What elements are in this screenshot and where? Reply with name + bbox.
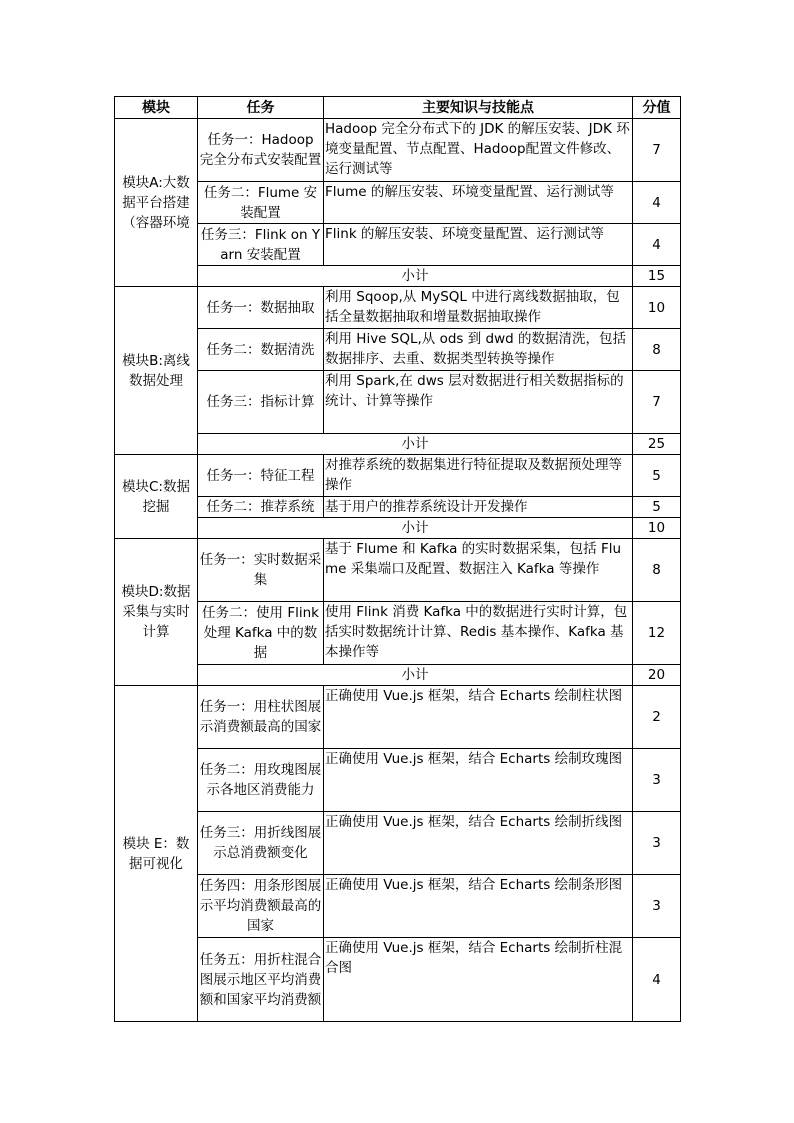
table-row <box>115 224 681 266</box>
task-name: 任务一：用柱状图展示消费额最高的国家 <box>198 686 324 749</box>
task-name: 任务四：用条形图展示平均消费额最高的国家 <box>198 875 324 938</box>
table-row <box>115 938 681 1022</box>
subtotal-row <box>115 434 681 455</box>
module-name: 模块 E：数据可视化 <box>115 686 198 1022</box>
task-score: 2 <box>633 686 681 749</box>
module-name: 模块B:离线数据处理 <box>115 287 198 455</box>
task-knowledge: Flink 的解压安装、环境变量配置、运行测试等 <box>324 224 633 266</box>
task-name: 任务一：数据抽取 <box>198 287 324 329</box>
subtotal-row <box>115 518 681 539</box>
subtotal-value: 15 <box>633 266 681 287</box>
task-name: 任务二：数据清洗 <box>198 329 324 371</box>
task-score: 3 <box>633 749 681 812</box>
scoring-table <box>114 96 681 1022</box>
task-score: 10 <box>633 287 681 329</box>
table-row <box>115 455 681 497</box>
task-score: 5 <box>633 455 681 497</box>
module-name: 模块C:数据挖掘 <box>115 455 198 539</box>
task-name: 任务一：特征工程 <box>198 455 324 497</box>
task-knowledge: 正确使用 Vue.js 框架，结合 Echarts 绘制折线图 <box>324 812 633 875</box>
table-row <box>115 119 681 182</box>
task-score: 4 <box>633 182 681 224</box>
table-row <box>115 686 681 749</box>
task-score: 7 <box>633 119 681 182</box>
task-name: 任务一：实时数据采集 <box>198 539 324 602</box>
task-score: 3 <box>633 875 681 938</box>
task-knowledge: 对推荐系统的数据集进行特征提取及数据预处理等操作 <box>324 455 633 497</box>
task-knowledge: 正确使用 Vue.js 框架，结合 Echarts 绘制柱状图 <box>324 686 633 749</box>
subtotal-value: 20 <box>633 665 681 686</box>
subtotal-label: 小计 <box>198 518 633 539</box>
task-score: 4 <box>633 224 681 266</box>
task-score: 8 <box>633 539 681 602</box>
task-name: 任务二：Flume 安装配置 <box>198 182 324 224</box>
module-name: 模块A:大数据平台搭建（容器环境 <box>115 119 198 287</box>
subtotal-label: 小计 <box>198 434 633 455</box>
header-knowledge: 主要知识与技能点 <box>324 97 633 119</box>
header-score: 分值 <box>633 97 681 119</box>
table-row <box>115 371 681 434</box>
task-score: 5 <box>633 497 681 518</box>
task-knowledge: 利用 Spark,在 dws 层对数据进行相关数据指标的统计、计算等操作 <box>324 371 633 434</box>
task-knowledge: 正确使用 Vue.js 框架，结合 Echarts 绘制折柱混合图 <box>324 938 633 1022</box>
table-row <box>115 287 681 329</box>
task-score: 3 <box>633 812 681 875</box>
task-score: 7 <box>633 371 681 434</box>
task-knowledge: 利用 Sqoop,从 MySQL 中进行离线数据抽取，包括全量数据抽取和增量数据抽取操作 <box>324 287 633 329</box>
task-knowledge: 正确使用 Vue.js 框架，结合 Echarts 绘制条形图 <box>324 875 633 938</box>
task-name: 任务一：Hadoop 完全分布式安装配置 <box>198 119 324 182</box>
task-knowledge: 正确使用 Vue.js 框架，结合 Echarts 绘制玫瑰图 <box>324 749 633 812</box>
header-row <box>115 97 681 119</box>
table-body <box>115 119 681 1022</box>
table-row <box>115 497 681 518</box>
task-score: 12 <box>633 602 681 665</box>
header-task: 任务 <box>198 97 324 119</box>
subtotal-row <box>115 665 681 686</box>
task-name: 任务二：使用 Flink 处理 Kafka 中的数据 <box>198 602 324 665</box>
table-row <box>115 812 681 875</box>
task-knowledge: 利用 Hive SQL,从 ods 到 dwd 的数据清洗，包括数据排序、去重、数据类型转换等操作 <box>324 329 633 371</box>
table-row <box>115 875 681 938</box>
subtotal-value: 10 <box>633 518 681 539</box>
table-row <box>115 539 681 602</box>
task-score: 8 <box>633 329 681 371</box>
task-knowledge: 基于 Flume 和 Kafka 的实时数据采集，包括 Flume 采集端口及配置、数据注入 Kafka 等操作 <box>324 539 633 602</box>
subtotal-label: 小计 <box>198 665 633 686</box>
task-knowledge: Hadoop 完全分布式下的 JDK 的解压安装、JDK 环境变量配置、节点配置、Hadoop配置文件修改、运行测试等 <box>324 119 633 182</box>
task-score: 4 <box>633 938 681 1022</box>
subtotal-label: 小计 <box>198 266 633 287</box>
task-knowledge: Flume 的解压安装、环境变量配置、运行测试等 <box>324 182 633 224</box>
table-row <box>115 602 681 665</box>
task-name: 任务二：推荐系统 <box>198 497 324 518</box>
task-name: 任务三：指标计算 <box>198 371 324 434</box>
task-knowledge: 使用 Flink 消费 Kafka 中的数据进行实时计算，包括实时数据统计计算、Redis 基本操作、Kafka 基本操作等 <box>324 602 633 665</box>
table-row <box>115 329 681 371</box>
table-row <box>115 182 681 224</box>
table-row <box>115 749 681 812</box>
subtotal-value: 25 <box>633 434 681 455</box>
task-name: 任务二：用玫瑰图展示各地区消费能力 <box>198 749 324 812</box>
task-name: 任务三：Flink on Yarn 安装配置 <box>198 224 324 266</box>
module-name: 模块D:数据采集与实时计算 <box>115 539 198 686</box>
task-knowledge: 基于用户的推荐系统设计开发操作 <box>324 497 633 518</box>
subtotal-row <box>115 266 681 287</box>
task-name: 任务三：用折线图展示总消费额变化 <box>198 812 324 875</box>
task-name: 任务五：用折柱混合图展示地区平均消费额和国家平均消费额 <box>198 938 324 1022</box>
header-module: 模块 <box>115 97 198 119</box>
